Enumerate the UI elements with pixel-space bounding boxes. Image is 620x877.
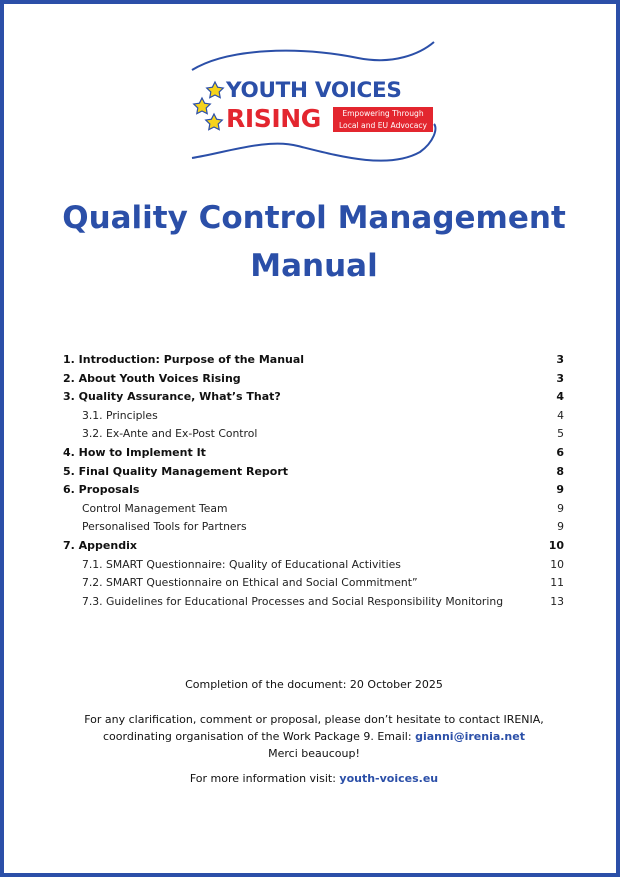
- toc-entry-label: 4. How to Implement It: [63, 445, 206, 459]
- document-title-line1: Quality Control Management: [62, 200, 566, 236]
- toc-entry-label: Control Management Team: [82, 501, 228, 515]
- star-icon: [207, 82, 224, 98]
- toc-entry[interactable]: [63, 500, 564, 519]
- document-title-line2: Manual: [250, 248, 378, 284]
- visit-line: [4, 770, 620, 787]
- toc-entry-label: Personalised Tools for Partners: [82, 520, 247, 534]
- toc-entry[interactable]: [63, 518, 564, 537]
- contact-text2: coordinating organisation of the Work Package 9. Email:: [103, 730, 412, 743]
- document-footer: [4, 676, 620, 787]
- toc-entry[interactable]: [63, 556, 564, 575]
- youth-voices-rising-logo: [188, 34, 440, 172]
- toc-entry-page: 3: [556, 353, 564, 366]
- toc-entry[interactable]: [63, 444, 564, 463]
- contact-line2: [4, 728, 620, 745]
- toc-entry-page: 4: [556, 390, 564, 404]
- toc-entry[interactable]: [63, 574, 564, 593]
- toc-entry[interactable]: [63, 481, 564, 500]
- toc-entry-page: 9: [557, 501, 564, 515]
- toc-entry-label: 2. About Youth Voices Rising: [63, 371, 241, 385]
- toc-entry-label: 1. Introduction: Purpose of the Manual: [63, 353, 305, 366]
- toc-entry-page: 13: [550, 594, 564, 608]
- toc-entry-label: 7. Appendix: [63, 538, 137, 552]
- toc-entry-label: 3.2. Ex-Ante and Ex-Post Control: [82, 427, 258, 441]
- toc-entry-page: 11: [550, 576, 564, 590]
- email-link[interactable]: gianni@irenia.net: [415, 730, 525, 743]
- website-link[interactable]: youth-voices.eu: [339, 772, 439, 785]
- completion-date: Completion of the document: 20 October 2025: [185, 678, 443, 691]
- toc-entry-page: 3: [556, 371, 564, 385]
- toc-entry-label: 6. Proposals: [63, 483, 140, 497]
- toc-entry-page: 9: [557, 520, 564, 534]
- toc-entry-page: 4: [557, 408, 564, 422]
- logo-tagline: [333, 107, 433, 132]
- toc-entry[interactable]: [63, 425, 564, 444]
- toc-entry-page: 8: [556, 464, 564, 478]
- logo-tagline-line2: Local and EU Advocacy: [338, 120, 428, 130]
- thanks-text: Merci beaucoup!: [268, 747, 360, 760]
- logo-wordmark-line2: RISING: [226, 104, 321, 133]
- visit-text: For more information visit:: [189, 772, 336, 785]
- toc-entry[interactable]: [63, 593, 564, 612]
- toc-entry-page: 10: [548, 538, 564, 552]
- toc-entry-label: 7.3. Guidelines for Educational Processes and Social Responsibility Monitoring: [82, 594, 504, 608]
- logo-graphic: [188, 34, 440, 172]
- toc-entry-page: 10: [550, 557, 564, 571]
- toc-entry[interactable]: [63, 537, 564, 556]
- toc-entry[interactable]: [63, 463, 564, 482]
- toc-entry-page: 6: [556, 445, 564, 459]
- toc-entry[interactable]: [63, 407, 564, 426]
- toc-entry[interactable]: [63, 370, 564, 389]
- toc-entry-page: 9: [556, 483, 564, 497]
- toc-entry-page: 5: [557, 427, 564, 441]
- logo-wordmark-line1: YOUTH VOICES: [226, 78, 402, 103]
- star-icon: [194, 98, 211, 114]
- document-title: [4, 194, 620, 290]
- toc-entry-label: 7.1. SMART Questionnaire: Quality of Educational Activities: [82, 557, 401, 571]
- toc-entry-label: 3. Quality Assurance, What’s That?: [63, 390, 281, 404]
- toc-entry[interactable]: [63, 388, 564, 407]
- toc-entry-label: 7.2. SMART Questionnaire on Ethical and Social Commitment”: [82, 576, 418, 590]
- toc-entry-label: 5. Final Quality Management Report: [63, 464, 289, 478]
- contact-text: For any clarification, comment or proposal, please don’t hesitate to contact IRENIA,: [84, 713, 544, 726]
- toc-entry[interactable]: [63, 351, 564, 370]
- table-of-contents: [63, 351, 564, 611]
- star-icon: [206, 114, 223, 130]
- logo-tagline-line1: Empowering Through: [342, 109, 424, 118]
- toc-entry-label: 3.1. Principles: [82, 408, 158, 422]
